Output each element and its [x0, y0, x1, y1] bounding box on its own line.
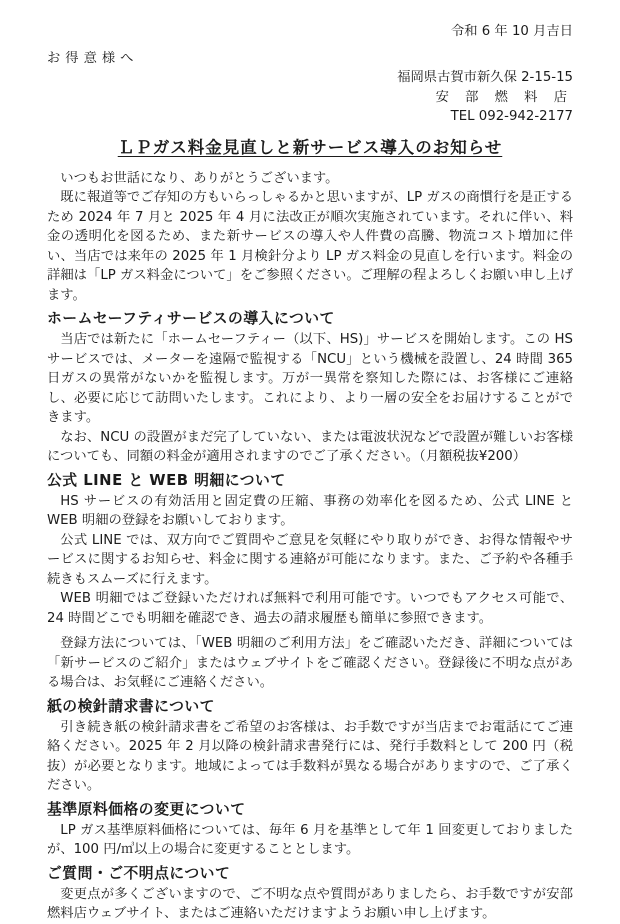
line-web-paragraph-3: WEB 明細ではご登録いただければ無料で利用可能です。いつでもアクセス可能で、24 時間どこでも明細を確認でき、過去の請求履歴も簡単に参照できます。 — [47, 591, 573, 626]
paper-invoice-paragraph: 引き続き紙の検針請求書をご希望のお客様は、お手数ですが当店までお電話にてご連絡ください。2025 年 2 月以降の検針請求書発行には、発行手数料として 200 円（税抜）が必要となります。地域によっては手数料が異なる場合がありますので、ご了承ください。 — [47, 719, 573, 793]
sender-address: 福岡県古賀市新久保 2-15-15 — [397, 70, 573, 85]
line-web-paragraph-1: HS サービスの有効活用と固定費の圧縮、事務の効率化を図るため、公式 LINE と WEB 明細の登録をお願いしております。 — [47, 493, 573, 528]
recipient-line: お得意様へ — [47, 50, 139, 66]
line-web-paragraph-4: 登録方法については、「WEB 明細のご利用方法」をご確認いただき、詳細については「新サービスのご紹介」またはウェブサイトをご確認ください。登録後に不明な点がある場合は、お気軽にご連絡ください。 — [47, 636, 573, 690]
section-heading-line-web: 公式 LINE と WEB 明細について — [47, 471, 286, 489]
intro-greeting: いつもお世話になり、ありがとうございます。 — [60, 170, 339, 186]
home-safety-paragraph-1: 当店では新たに「ホームセーフティー（以下、HS)」サービスを開始します。この HS サービスでは、メーターを遠隔で監視する「NCU」という機械を設置し、24 時間 365 日ガスの異常がないかを監視します。万が一異常を察知した際には、お客様にご連絡し、必要に応じて訪問いたします。これにより、より一層の安全をお届けすることができます。 — [47, 332, 573, 425]
intro-paragraph: 既に報道等でご存知の方もいらっしゃるかと思いますが、LP ガスの商慣行を是正するため 2024 年 7 月と 2025 年 4 月に法改正が順次実施されています。それに伴い、料金の透明化を図るため、また新サービスの導入や人件費の高騰、物流コスト増加に伴い、当店では来年の 2025 年 1 月検針分より LP ガス料金の見直しを行います。料金の詳細は「LP ガス料金について」をご参照ください。ご理解の程よろしくお願い申し上げます。 — [47, 190, 573, 303]
sender-name: 安 部 燃 料 店 — [435, 89, 573, 105]
section-heading-home-safety: ホームセーフティサービスの導入について — [47, 310, 335, 327]
sender-tel: TEL 092-942-2177 — [450, 109, 573, 124]
section-heading-base-price: 基準原料価格の変更について — [47, 800, 246, 818]
document-title-text: ＬＰガス料金見直しと新サービス導入のお知らせ — [117, 137, 503, 157]
date-line: 令和 6 年 10 月吉日 — [450, 24, 573, 39]
base-price-paragraph: LP ガス基準原料価格については、毎年 6 月を基準として年 1 回変更しておりましたが、100 円/㎥以上の場合に変更することとします。 — [47, 822, 573, 857]
section-heading-paper-invoice: 紙の検針請求書について — [47, 697, 215, 715]
home-safety-paragraph-2: なお、NCU の設置がまだ完了していない、または電波状況などで設置が難しいお客様についても、同額の料金が適用されますのでご了承ください。（月額税抜¥200） — [47, 429, 573, 464]
line-web-paragraph-2: 公式 LINE では、双方向でご質問やご意見を気軽にやり取りができ、お得な情報やサービスに関するお知らせ、料金に関する連絡が可能になります。また、ご予約や各種手続きもスムーズに行えます。 — [47, 532, 573, 587]
section-heading-questions: ご質問・ご不明点について — [47, 864, 231, 882]
document-title — [47, 136, 573, 160]
sender-block — [47, 68, 573, 127]
questions-paragraph: 変更点が多くございますので、ご不明な点や質問がありましたら、お手数ですが安部燃料店ウェブサイト、またはご連絡いただけますようお願い申し上げます。 — [47, 886, 573, 921]
